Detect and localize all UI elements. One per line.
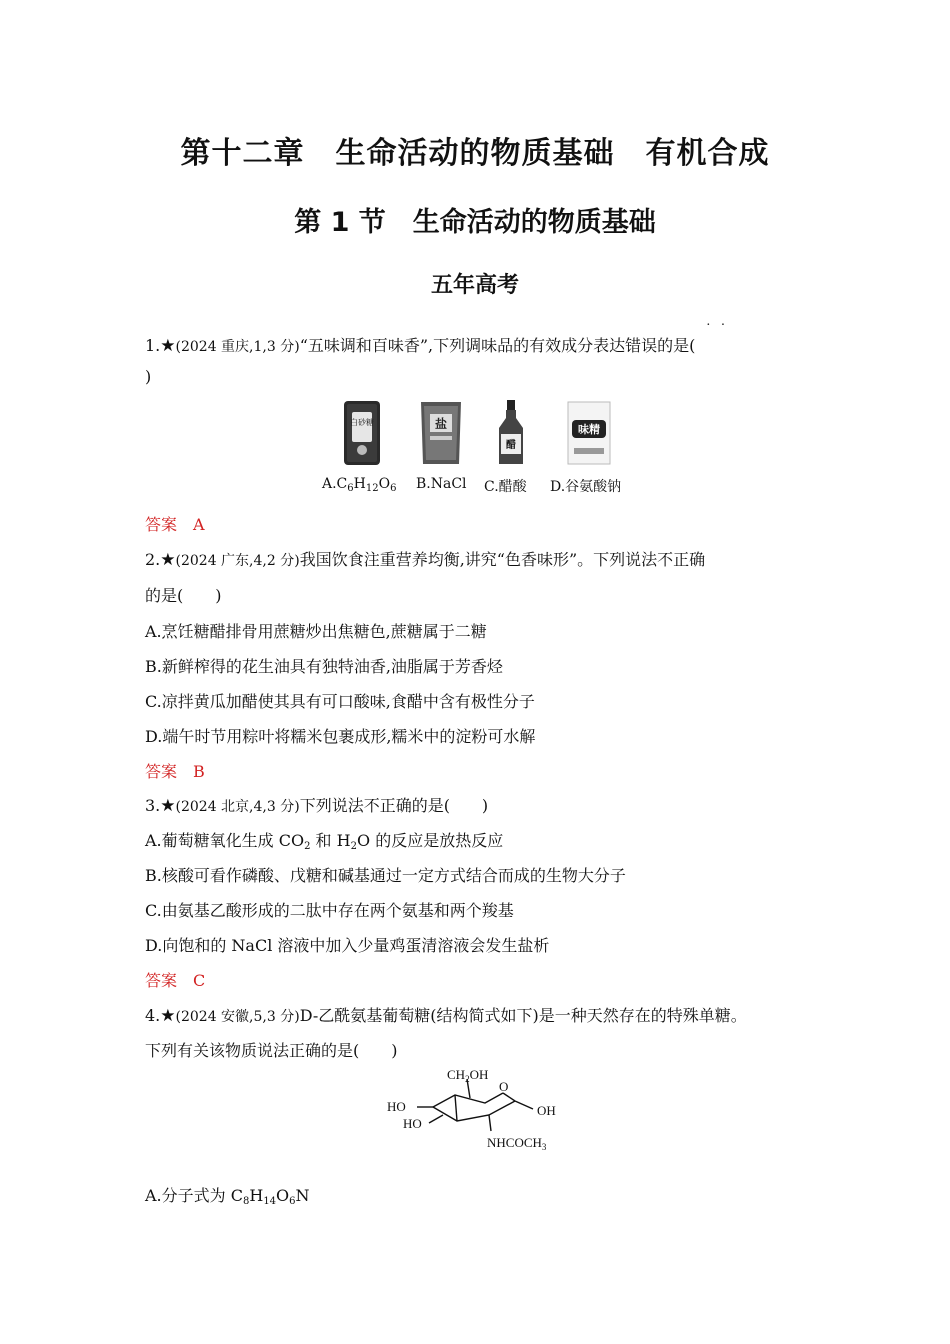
option-d-caption: D.谷氨酸钠 xyxy=(550,479,622,495)
salt-bag-image xyxy=(418,398,464,473)
q3-source: (2024 北京,4,3 分) xyxy=(175,799,300,815)
svg-text:OH: OH xyxy=(537,1103,556,1118)
vinegar-label: 醋 xyxy=(506,440,516,451)
q1-stem-close: ) xyxy=(145,367,152,386)
q2-source: (2024 广东,4,2 分) xyxy=(175,553,300,569)
q4-stem-line2: 下列有关该物质说法正确的是( ) xyxy=(145,1041,398,1060)
svg-text:CH2OH: $CH_2OH$ xyxy=(447,1067,489,1084)
option-b-caption: B.NaCl xyxy=(416,476,467,492)
q2-option-d: D.端午时节用粽叶将糯米包裹成形,糯米中的淀粉可水解 xyxy=(145,727,536,746)
q4-option-a: A.分子式为 $C_8H_{14}O_6N$ xyxy=(145,1186,310,1207)
question-3-stem xyxy=(145,793,488,816)
q3-option-a: A.葡萄糖氧化生成 $CO_2$ 和 $H_2O$ 的反应是放热反应 xyxy=(145,831,504,852)
q1-figure xyxy=(318,398,638,498)
q3-answer: 答案 C xyxy=(145,971,206,990)
q2-stem-text: 我国饮食注重营养均衡,讲究“色香味形”。下列说法不正确 xyxy=(299,550,706,569)
subsection-title: 五年高考 xyxy=(430,273,519,298)
question-2-stem xyxy=(145,547,705,570)
q2-option-c: C.凉拌黄瓜加醋使其具有可口酸味,食醋中含有极性分子 xyxy=(145,692,535,711)
sugar-can-image xyxy=(342,398,382,473)
q3-option-d: D.向饱和的 NaCl 溶液中加入少量鸡蛋清溶液会发生盐析 xyxy=(145,936,550,955)
q3-option-c: C.由氨基乙酸形成的二肽中存在两个氨基和两个羧基 xyxy=(145,901,514,920)
q2-number: 2. xyxy=(145,550,161,569)
option-a-caption: $A.C_6H_{12}O_6$ xyxy=(322,476,397,494)
emphasis-dots: ·· xyxy=(706,318,736,333)
structural-formula xyxy=(385,1065,585,1160)
q4-stem-text: D-乙酰氨基葡萄糖(结构简式如下)是一种天然存在的特殊单糖。 xyxy=(299,1006,747,1025)
q3-number: 3. xyxy=(145,796,161,815)
chapter-title: 第十二章 生命活动的物质基础 有机合成 xyxy=(180,136,770,171)
q4-number: 4. xyxy=(145,1006,161,1025)
q2-option-a: A.烹饪糖醋排骨用蔗糖炒出焦糖色,蔗糖属于二糖 xyxy=(145,622,487,641)
q2-option-b: B.新鲜榨得的花生油具有独特油香,油脂属于芳香烃 xyxy=(145,657,503,676)
svg-text:O: O xyxy=(499,1079,509,1094)
q3-answer-value: C xyxy=(193,971,206,990)
section-title: 第 1 节 生命活动的物质基础 xyxy=(294,207,656,238)
star-icon: ★ xyxy=(160,336,176,356)
q1-answer-value: A xyxy=(193,515,205,534)
q3-option-b: B.核酸可看作磷酸、戊糖和碱基通过一定方式结合而成的生物大分子 xyxy=(145,866,626,885)
q1-stem-text: “五味调和百味香”,下列调味品的有效成分表达错误的是( xyxy=(299,336,696,355)
q2-answer: 答案 B xyxy=(145,762,205,781)
q1-source: (2024 重庆,1,3 分) xyxy=(175,339,300,355)
star-icon: ★ xyxy=(160,550,176,570)
question-1-stem xyxy=(145,333,695,356)
sugar-can-label: 白砂糖 xyxy=(350,418,374,427)
q1-answer: 答案 A xyxy=(145,515,205,534)
option-c-caption: C.醋酸 xyxy=(484,479,527,495)
question-4-stem xyxy=(145,1003,747,1026)
star-icon: ★ xyxy=(160,1006,176,1026)
q4-source: (2024 安徽,5,3 分) xyxy=(175,1009,300,1025)
salt-bag-label: 盐 xyxy=(434,417,448,431)
vinegar-bottle-image xyxy=(496,398,526,473)
star-icon: ★ xyxy=(160,796,176,816)
msg-bag-image xyxy=(564,398,614,473)
svg-text:HO: HO xyxy=(403,1116,422,1131)
q2-stem-line2: 的是( ) xyxy=(145,586,222,605)
q2-answer-value: B xyxy=(193,762,205,781)
q3-stem-text: 下列说法不正确的是( ) xyxy=(299,796,489,815)
q1-number: 1. xyxy=(145,336,161,355)
svg-text:NHCOCH3: $NHCOCH_3$ xyxy=(487,1135,547,1152)
svg-text:HO: HO xyxy=(387,1099,406,1114)
msg-label: 味精 xyxy=(578,423,600,436)
